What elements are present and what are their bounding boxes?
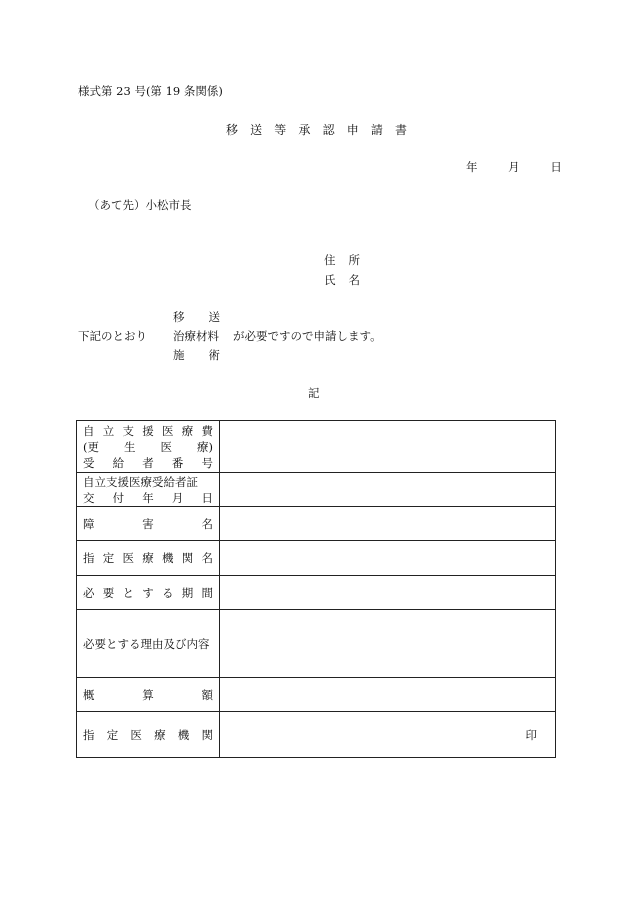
table-row	[77, 421, 556, 473]
label-char: 立	[102, 423, 115, 438]
label-char: 障	[83, 516, 95, 531]
label-line	[83, 585, 213, 601]
row-label-cell	[77, 507, 220, 541]
label-char: 自立支援医療受給者証	[83, 474, 198, 489]
row-label	[77, 585, 219, 601]
row-label-cell	[77, 712, 220, 758]
request-item-materials: 治療材料	[173, 329, 219, 343]
label-char: 額	[201, 687, 213, 702]
label-char: 年	[142, 490, 154, 505]
row-value-field[interactable]	[220, 421, 556, 473]
label-char: 機	[162, 551, 174, 565]
label-char: 期	[181, 585, 194, 600]
label-line	[83, 687, 213, 703]
title-char: 認	[322, 123, 335, 137]
label-char: 指	[83, 551, 95, 565]
title-char: 請	[370, 123, 383, 137]
label-char: 者	[142, 455, 154, 470]
request-char: 術	[208, 348, 220, 362]
row-label	[77, 474, 219, 506]
row-value-field[interactable]	[220, 473, 556, 507]
label-char: 生	[124, 439, 136, 454]
label-char: 援	[142, 423, 154, 438]
row-value-field[interactable]	[220, 507, 556, 541]
label-char: 害	[142, 516, 154, 531]
label-char: と	[122, 585, 134, 600]
title-char: 書	[394, 123, 407, 137]
date-line	[466, 162, 562, 174]
label-char: 医	[162, 423, 174, 438]
label-char: 名	[201, 516, 213, 531]
label-char: 機	[177, 727, 190, 742]
table-row	[77, 576, 556, 610]
request-item-treatment	[173, 350, 220, 362]
label-char: 療	[142, 551, 154, 565]
seal-mark: 印	[525, 727, 537, 742]
table-row	[77, 678, 556, 712]
row-label	[77, 550, 219, 566]
label-char: 番	[171, 455, 184, 470]
table-row	[77, 712, 556, 758]
label-char: 概	[83, 687, 95, 702]
label-char: 医	[122, 551, 134, 565]
label-char: 必	[83, 585, 95, 600]
label-char: 費	[201, 423, 213, 438]
label-char: 指	[83, 727, 95, 742]
date-month-label: 月	[508, 160, 520, 174]
table-row	[77, 507, 556, 541]
row-label-cell	[77, 473, 220, 507]
label-line	[83, 516, 213, 532]
request-item-transport	[173, 312, 220, 324]
label-char: 受	[83, 455, 95, 470]
label-char: 間	[201, 585, 213, 600]
label-char: 定	[102, 551, 115, 565]
label-char: す	[142, 585, 154, 600]
label-char: 療	[154, 727, 166, 742]
table-row	[77, 473, 556, 507]
row-label	[77, 516, 219, 532]
form-number: 様式第 23 号(第 19 条関係)	[78, 84, 223, 98]
request-char: 施	[173, 348, 185, 362]
date-day-label: 日	[550, 160, 562, 174]
row-value-field[interactable]	[220, 576, 556, 610]
label-char: 給	[112, 455, 125, 470]
address-char: 住	[324, 253, 336, 267]
label-line	[83, 636, 213, 652]
row-value-field[interactable]	[220, 678, 556, 712]
label-line	[83, 490, 213, 506]
row-label-cell	[77, 421, 220, 473]
label-char: 名	[201, 551, 213, 565]
label-char: る	[162, 585, 174, 600]
applicant-address-label	[324, 255, 360, 267]
address-char: 所	[348, 253, 360, 267]
label-line	[83, 474, 213, 490]
label-char: 定	[106, 727, 119, 742]
name-char: 名	[348, 273, 360, 287]
label-char: 付	[112, 490, 125, 505]
label-line	[83, 423, 213, 439]
date-year-label: 年	[466, 160, 478, 174]
name-char: 氏	[324, 273, 336, 287]
row-label	[77, 687, 219, 703]
label-line	[83, 727, 213, 743]
label-line	[83, 550, 213, 566]
title-char: 移	[226, 123, 239, 137]
label-char: 号	[201, 455, 213, 470]
table-row	[77, 541, 556, 576]
row-label-cell	[77, 678, 220, 712]
title-char: 承	[298, 123, 311, 137]
title-char: 等	[274, 123, 287, 137]
label-char: 算	[142, 687, 154, 702]
row-label	[77, 423, 219, 471]
addressee: （あて先）小松市長	[88, 198, 192, 212]
label-char: 必要とする理由及び内容	[83, 636, 210, 651]
row-value-field[interactable]	[220, 541, 556, 576]
application-table	[76, 420, 556, 758]
document-title	[226, 124, 407, 136]
label-char: 療)	[197, 439, 213, 454]
row-label	[77, 727, 219, 743]
table-row	[77, 610, 556, 678]
label-char: 自	[83, 423, 95, 438]
label-char: 要	[102, 585, 115, 600]
title-char: 送	[250, 123, 263, 137]
label-char: 月	[171, 490, 184, 505]
row-value-field[interactable]	[220, 712, 556, 758]
row-label-cell	[77, 610, 220, 678]
label-char: 支	[122, 423, 134, 438]
label-line	[83, 439, 213, 455]
row-label-cell	[77, 541, 220, 576]
label-line	[83, 455, 213, 471]
row-label	[77, 636, 219, 652]
applicant-name-label	[324, 275, 360, 287]
label-char: 交	[83, 490, 95, 505]
request-char: 移	[173, 310, 185, 324]
label-char: 関	[201, 727, 213, 742]
row-value-field[interactable]	[220, 610, 556, 678]
request-suffix: が必要ですので申請します。	[233, 329, 382, 343]
label-char: 日	[201, 490, 213, 505]
label-char: 療	[181, 423, 194, 438]
request-prefix: 下記のとおり	[78, 329, 147, 343]
title-char: 申	[346, 123, 359, 137]
label-char: 関	[181, 551, 194, 565]
ki-heading: 記	[308, 386, 320, 400]
request-char: 送	[208, 310, 220, 324]
label-char: 医	[130, 727, 142, 742]
label-char: (更	[83, 439, 99, 454]
label-char: 医	[160, 439, 172, 454]
row-label-cell	[77, 576, 220, 610]
